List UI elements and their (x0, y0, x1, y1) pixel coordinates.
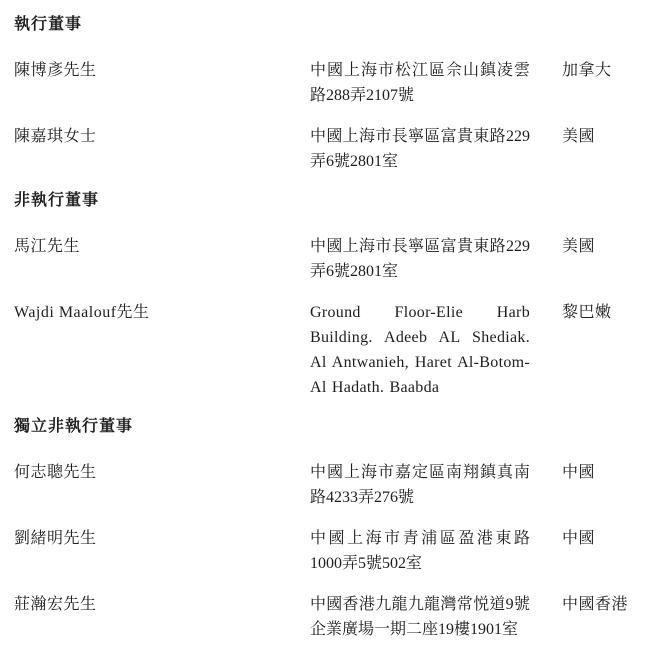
section-title: 獨立非執行董事 (14, 418, 134, 435)
director-row (14, 460, 646, 510)
director-name: 劉緒明先生 (14, 530, 97, 547)
director-nationality: 黎巴嫩 (562, 304, 612, 321)
director-name: 莊瀚宏先生 (14, 596, 97, 613)
director-address: 中國上海市長寧區富貴東路229弄6號2801室 (310, 128, 530, 170)
director-row (14, 300, 646, 400)
director-nationality: 中國 (562, 464, 596, 481)
director-address: 中國上海市松江區佘山鎮凌雲路288弄2107號 (310, 62, 530, 104)
section-title: 非執行董事 (14, 192, 100, 209)
director-nationality: 加拿大 (562, 62, 612, 79)
director-name: 馬江先生 (14, 238, 81, 255)
director-address: 中國上海市嘉定區南翔鎮真南路4233弄276號 (310, 464, 530, 506)
director-name: 何志聰先生 (14, 464, 97, 481)
director-name: 陳嘉琪女士 (14, 128, 97, 145)
director-row (14, 234, 646, 284)
director-address: 中國上海市青浦區盈港東路1000弄5號502室 (310, 530, 530, 572)
director-row (14, 124, 646, 174)
director-row (14, 592, 646, 642)
section-independent-non-executive-directors (14, 416, 646, 642)
section-title: 執行董事 (14, 16, 83, 33)
section-executive-directors (14, 14, 646, 174)
director-name: 陳博彥先生 (14, 62, 97, 79)
director-row (14, 526, 646, 576)
director-name: Wajdi Maalouf先生 (14, 304, 150, 321)
director-nationality: 美國 (562, 128, 596, 145)
director-nationality: 中國 (562, 530, 596, 547)
director-nationality: 中國香港 (562, 596, 629, 613)
director-row (14, 58, 646, 108)
director-address: 中國香港九龍九龍灣常悦道9號企業廣場一期二座19樓1901室 (310, 596, 530, 638)
director-nationality: 美國 (562, 238, 596, 255)
director-address: Ground Floor-Elie Harb Building. Adeeb AL Shediak. Al Antwanieh, Haret Al-Botom-Al Hadath. Baabda (310, 304, 530, 396)
section-non-executive-directors (14, 190, 646, 400)
director-address: 中國上海市長寧區富貴東路229弄6號2801室 (310, 238, 530, 280)
